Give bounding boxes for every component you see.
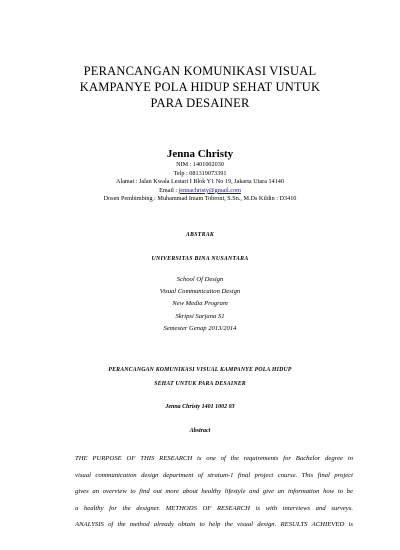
author-name: Jenna Christy	[166, 148, 234, 160]
abstract-line: a healthy for the designer. METHODS OF RESEARCH is with interviews and surveys.	[75, 504, 353, 512]
advisor-line: Dosen Pembimbing : Muhammad Imam Tobroni, S.Sn., M.Ds Kildin : D3410	[103, 195, 297, 203]
paper-title	[0, 63, 400, 111]
abstract-line: THE PURPOSE OF THIS RESEARCH is one of the requirements for Bachelor degree in	[75, 455, 353, 462]
school-line: School Of Design	[176, 276, 224, 283]
university-name: UNIVERSITAS BINA NUSANTARA	[151, 256, 249, 262]
title-line: KAMPANYE POLA HIDUP SEHAT UNTUK	[79, 80, 321, 94]
secondary-title	[0, 364, 400, 391]
degree-line: Skripsi Sarjana S1	[175, 312, 225, 320]
title2-line: PERANCANGAN KOMUNIKASI VISUAL KAMPANYE POLA HIDUP	[108, 367, 292, 373]
address-line: Alamat : Jalan Kwala Lestari I Blok Y1 No 19, Jakarta Utara 14140	[116, 178, 284, 186]
abstract-body	[75, 451, 353, 534]
abstract-line: gives an overview to find out more about healthy lifestyle and give an information how to be	[75, 488, 353, 495]
abstract-line: visual communication design department of stratum-1 final project course. This final project	[75, 471, 353, 479]
author-id-line: Jenna Christy 1401 1002 03	[165, 404, 235, 410]
abstract-heading: Abstract	[189, 428, 211, 434]
title-line: PARA DESAINER	[150, 96, 250, 110]
program-line: New Media Program	[172, 300, 228, 308]
major-line: Visual Communication Design	[159, 288, 241, 296]
email-link[interactable]: jennachristy@gmail.com	[178, 186, 241, 194]
semester-line: Semester Genap 2013/2014	[163, 324, 237, 332]
title-line: PERANCANGAN KOMUNIKASI VISUAL	[83, 64, 317, 78]
author-meta	[0, 161, 400, 204]
email-label: Email :	[159, 186, 179, 194]
phone-line: Telp : 081319073391	[173, 169, 227, 177]
email-line	[0, 187, 400, 196]
nim-line: NIM : 1401002030	[176, 161, 224, 168]
abstrak-heading: ABSTRAK	[185, 232, 215, 238]
program-info	[0, 274, 400, 335]
abstract-line: ANALYSIS of the method already obtain to help the visual design. RESULTS ACHIEVED is	[75, 521, 353, 528]
title2-line: SEHAT UNTUK PARA DESAINER	[154, 380, 246, 387]
